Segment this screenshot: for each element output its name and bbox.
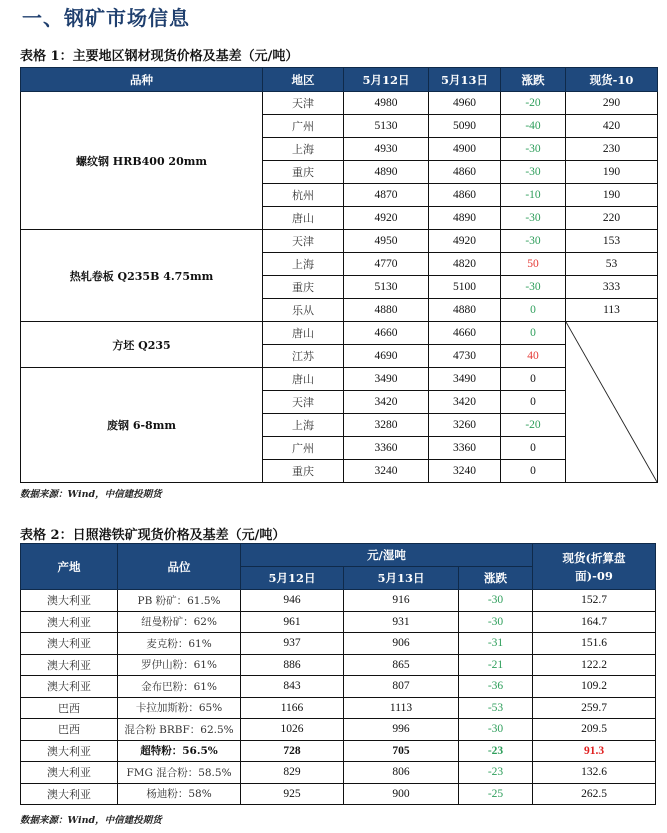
basis-cell: 190 (566, 184, 658, 207)
change-cell: -20 (501, 414, 566, 437)
product-cell: 热轧卷板 Q235B 4.75mm (21, 230, 263, 322)
basis-cell: 113 (566, 299, 658, 322)
price-may12: 728 (241, 740, 344, 762)
change-cell: -30 (501, 161, 566, 184)
diagonal-line-icon (566, 322, 657, 482)
price-may12: 4660 (344, 322, 429, 345)
price-may13: 4900 (429, 138, 501, 161)
region-cell: 江苏 (263, 345, 344, 368)
change-cell: 0 (501, 322, 566, 345)
basis-cell: 262.5 (533, 783, 656, 805)
grade-cell: 混合粉 BRBF：62.5% (118, 719, 241, 741)
basis-cell: 190 (566, 161, 658, 184)
price-may13: 4920 (429, 230, 501, 253)
region-cell: 乐从 (263, 299, 344, 322)
table-row (21, 590, 656, 612)
col-header-origin: 产地 (21, 544, 118, 590)
price-may13: 4880 (429, 299, 501, 322)
grade-cell: PB 粉矿：61.5% (118, 590, 241, 612)
change-cell: 0 (501, 299, 566, 322)
price-may12: 4690 (344, 345, 429, 368)
change-cell: -25 (459, 783, 533, 805)
price-may13: 5090 (429, 115, 501, 138)
price-may12: 4770 (344, 253, 429, 276)
change-cell: -31 (459, 633, 533, 655)
table-row (21, 719, 656, 741)
change-cell: -40 (501, 115, 566, 138)
table2-caption: 表格 2：日照港铁矿现货价格及基差（元/吨） (20, 528, 286, 543)
grade-cell: FMG 混合粉：58.5% (118, 762, 241, 784)
origin-cell: 澳大利亚 (21, 783, 118, 805)
price-may12: 925 (241, 783, 344, 805)
region-cell: 唐山 (263, 207, 344, 230)
price-may12: 1166 (241, 697, 344, 719)
change-cell: -23 (459, 740, 533, 762)
price-may13: 900 (344, 783, 459, 805)
price-may13: 3260 (429, 414, 501, 437)
price-may12: 3280 (344, 414, 429, 437)
change-cell: 40 (501, 345, 566, 368)
table-row (21, 783, 656, 805)
price-may13: 3420 (429, 391, 501, 414)
table1-source-note: 数据来源：Wind，中信建投期货 (20, 489, 162, 500)
col-header-may13: 5月13日 (429, 68, 501, 92)
price-may12: 4930 (344, 138, 429, 161)
price-may12: 843 (241, 676, 344, 698)
price-may13: 4730 (429, 345, 501, 368)
change-cell: -30 (501, 138, 566, 161)
product-cell: 螺纹钢 HRB400 20mm (21, 92, 263, 230)
change-cell: 0 (501, 460, 566, 483)
grade-cell: 卡拉加斯粉：65% (118, 697, 241, 719)
col-header-basis: 现货(折算盘面)-09 (533, 544, 656, 590)
table-row (21, 697, 656, 719)
price-may12: 937 (241, 633, 344, 655)
basis-cell: 420 (566, 115, 658, 138)
price-may13: 1113 (344, 697, 459, 719)
grade-cell: 金布巴粉：61% (118, 676, 241, 698)
price-may13: 807 (344, 676, 459, 698)
col-header-may12: 5月12日 (344, 68, 429, 92)
region-cell: 唐山 (263, 322, 344, 345)
region-cell: 上海 (263, 138, 344, 161)
col-header-may13: 5月13日 (344, 567, 459, 590)
basis-cell: 230 (566, 138, 658, 161)
price-may13: 705 (344, 740, 459, 762)
region-cell: 唐山 (263, 368, 344, 391)
table-row (21, 654, 656, 676)
table1-caption: 表格 1：主要地区钢材现货价格及基差（元/吨） (20, 49, 299, 64)
col-header-change: 涨跌 (459, 567, 533, 590)
price-may12: 4980 (344, 92, 429, 115)
table-row (21, 633, 656, 655)
price-may12: 3360 (344, 437, 429, 460)
change-cell: 0 (501, 368, 566, 391)
region-cell: 重庆 (263, 460, 344, 483)
col-header-product: 品种 (21, 68, 263, 92)
price-may13: 4860 (429, 184, 501, 207)
basis-cell: 259.7 (533, 697, 656, 719)
change-cell: -53 (459, 697, 533, 719)
region-cell: 广州 (263, 437, 344, 460)
price-may13: 4890 (429, 207, 501, 230)
region-cell: 上海 (263, 253, 344, 276)
change-cell: -30 (459, 590, 533, 612)
price-may12: 4870 (344, 184, 429, 207)
region-cell: 重庆 (263, 276, 344, 299)
price-may12: 5130 (344, 276, 429, 299)
price-may13: 3360 (429, 437, 501, 460)
origin-cell: 澳大利亚 (21, 654, 118, 676)
change-cell: -20 (501, 92, 566, 115)
origin-cell: 巴西 (21, 719, 118, 741)
price-may13: 5100 (429, 276, 501, 299)
table2-source-note: 数据来源：Wind，中信建投期货 (20, 815, 162, 826)
col-header-change: 涨跌 (501, 68, 566, 92)
col-header-basis: 现货-10 (566, 68, 658, 92)
table-row (21, 368, 658, 391)
change-cell: -30 (459, 719, 533, 741)
table-row (21, 322, 658, 345)
basis-cell: 164.7 (533, 611, 656, 633)
price-may13: 996 (344, 719, 459, 741)
change-cell: -23 (459, 762, 533, 784)
change-cell: -30 (501, 276, 566, 299)
region-cell: 重庆 (263, 161, 344, 184)
change-cell: -36 (459, 676, 533, 698)
price-may13: 4820 (429, 253, 501, 276)
origin-cell: 澳大利亚 (21, 590, 118, 612)
price-may12: 4920 (344, 207, 429, 230)
region-cell: 天津 (263, 230, 344, 253)
basis-cell: 132.6 (533, 762, 656, 784)
change-cell: 0 (501, 437, 566, 460)
product-cell: 方坯 Q235 (21, 322, 263, 368)
table-row (21, 676, 656, 698)
section-title: 一、钢矿市场信息 (22, 6, 190, 30)
region-cell: 杭州 (263, 184, 344, 207)
price-may13: 3490 (429, 368, 501, 391)
price-may13: 906 (344, 633, 459, 655)
table-row (21, 230, 658, 253)
price-may12: 3240 (344, 460, 429, 483)
grade-cell: 杨迪粉：58% (118, 783, 241, 805)
basis-cell: 333 (566, 276, 658, 299)
grade-cell: 麦克粉：61% (118, 633, 241, 655)
basis-cell: 152.7 (533, 590, 656, 612)
change-cell: 50 (501, 253, 566, 276)
change-cell: -30 (501, 207, 566, 230)
region-cell: 天津 (263, 391, 344, 414)
iron-ore-price-table (20, 543, 656, 805)
table-row (21, 611, 656, 633)
price-may12: 3490 (344, 368, 429, 391)
basis-cell: 109.2 (533, 676, 656, 698)
price-may13: 4960 (429, 92, 501, 115)
change-cell: -30 (459, 611, 533, 633)
basis-cell: 220 (566, 207, 658, 230)
origin-cell: 澳大利亚 (21, 740, 118, 762)
price-may12: 4890 (344, 161, 429, 184)
price-may13: 931 (344, 611, 459, 633)
price-may13: 3240 (429, 460, 501, 483)
change-cell: -30 (501, 230, 566, 253)
table-row (21, 762, 656, 784)
price-may12: 829 (241, 762, 344, 784)
price-may12: 886 (241, 654, 344, 676)
price-may12: 946 (241, 590, 344, 612)
origin-cell: 澳大利亚 (21, 611, 118, 633)
origin-cell: 巴西 (21, 697, 118, 719)
price-may12: 3420 (344, 391, 429, 414)
price-may13: 806 (344, 762, 459, 784)
basis-cell: 290 (566, 92, 658, 115)
steel-price-table (20, 67, 658, 483)
price-may12: 4950 (344, 230, 429, 253)
grade-cell: 罗伊山粉：61% (118, 654, 241, 676)
col-header-may12: 5月12日 (241, 567, 344, 590)
basis-cell: 151.6 (533, 633, 656, 655)
price-may13: 4660 (429, 322, 501, 345)
price-may12: 4880 (344, 299, 429, 322)
price-may13: 4860 (429, 161, 501, 184)
product-cell: 废钢 6-8mm (21, 368, 263, 483)
col-header-unit-group: 元/湿吨 (241, 544, 533, 567)
table-header-row (21, 544, 656, 567)
region-cell: 广州 (263, 115, 344, 138)
table-header-row (21, 68, 658, 92)
col-header-grade: 品位 (118, 544, 241, 590)
price-may13: 865 (344, 654, 459, 676)
col-header-region: 地区 (263, 68, 344, 92)
price-may13: 916 (344, 590, 459, 612)
region-cell: 上海 (263, 414, 344, 437)
price-may12: 1026 (241, 719, 344, 741)
change-cell: -10 (501, 184, 566, 207)
price-may12: 961 (241, 611, 344, 633)
basis-cell: 53 (566, 253, 658, 276)
basis-na-diagonal-cell (566, 322, 658, 483)
origin-cell: 澳大利亚 (21, 676, 118, 698)
basis-cell: 91.3 (533, 740, 656, 762)
basis-cell: 209.5 (533, 719, 656, 741)
table-row (21, 92, 658, 115)
region-cell: 天津 (263, 92, 344, 115)
change-cell: 0 (501, 391, 566, 414)
basis-cell: 153 (566, 230, 658, 253)
price-may12: 5130 (344, 115, 429, 138)
grade-cell: 纽曼粉矿：62% (118, 611, 241, 633)
origin-cell: 澳大利亚 (21, 633, 118, 655)
grade-cell: 超特粉：56.5% (118, 740, 241, 762)
table-row-highlight (21, 740, 656, 762)
basis-cell: 122.2 (533, 654, 656, 676)
origin-cell: 澳大利亚 (21, 762, 118, 784)
change-cell: -21 (459, 654, 533, 676)
